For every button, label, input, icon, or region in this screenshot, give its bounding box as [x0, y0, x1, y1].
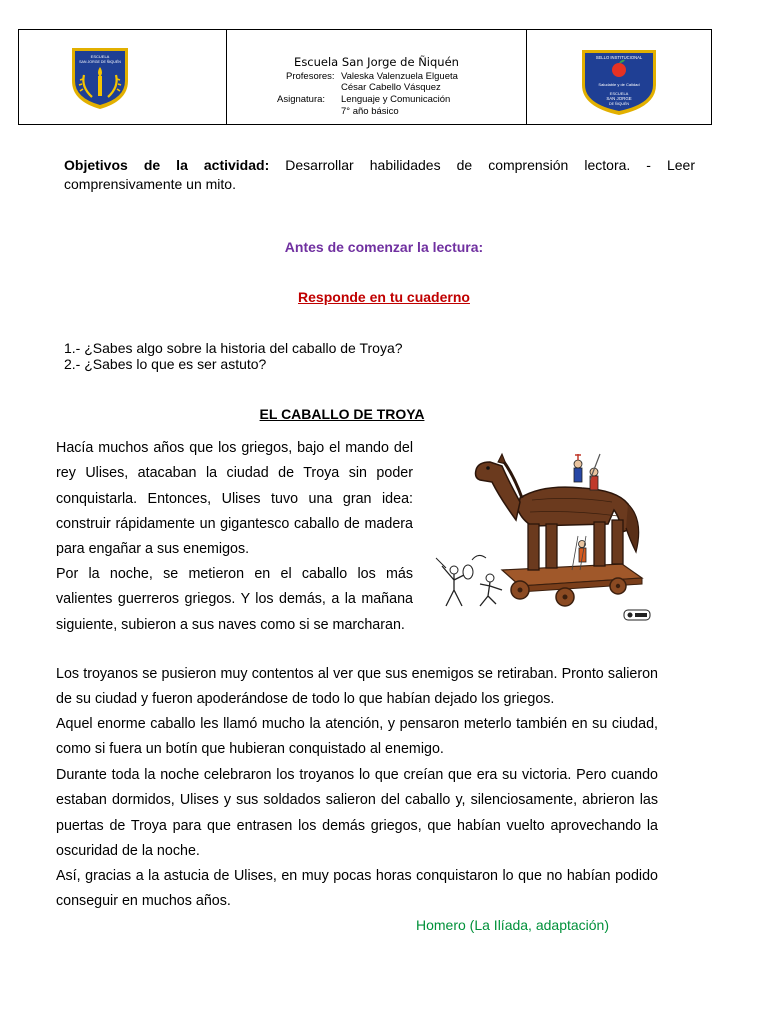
instruction-heading: Responde en tu cuaderno	[298, 289, 470, 305]
svg-text:ESCUELA: ESCUELA	[90, 54, 110, 59]
story-paragraph-5: Durante toda la noche celebraron los troyanos lo que creían que era su victoria. Pero cuando estaban dormidos, Ulises y sus soldados salieron del caballo y, silenciosamente, abrieron las puertas de Troya para que entrasen los demás griegos, que habían vuelto aprovechando la oscuridad de la noche.	[56, 767, 658, 859]
story-paragraph-4: Aquel enorme caballo les llamó mucho la atención, y pensaron meterlo también en su ciudad, como si fuera un botín que hubieran conquistado al enemigo.	[56, 716, 658, 758]
story-paragraph-2: Por la noche, se metieron en el caballo los más valientes guerreros griegos. Y los demás, a la mañana siguiente, subieron a sus naves como si se marcharan.	[56, 566, 413, 633]
subject-label: Asignatura:	[277, 94, 326, 105]
question-2: 2.- ¿Sabes lo que es ser astuto?	[64, 356, 267, 372]
story-paragraph-6: Así, gracias a la astucia de Ulises, en muy pocas horas conquistaron lo que no habían podido conseguir en muchos años.	[56, 868, 658, 910]
story-paragraph-3: Los troyanos se pusieron muy contentos al ver que sus enemigos se retiraban. Pronto salieron de su ciudad y fueron apoderándose de todo lo que habían dejado los griegos.	[56, 666, 658, 708]
institutional-seal-logo	[579, 47, 659, 117]
teacher-1: Valeska Valenzuela Elgueta	[341, 71, 458, 82]
question-1: 1.- ¿Sabes algo sobre la historia del caballo de Troya?	[64, 340, 403, 356]
header-middle-cell	[227, 30, 527, 124]
objectives-label: Objetivos de la actividad:	[64, 157, 270, 173]
school-crest-logo	[69, 45, 131, 111]
teachers-label: Profesores:	[286, 71, 335, 82]
story-paragraph-1: Hacía muchos años que los griegos, bajo el mando del rey Ulises, atacaban la ciudad de Troya sin poder conquistarla. Entonces, Ulises tuvo una gran idea: construir rápidamente un gigantesco caballo de madera para engañar a sus enemigos.	[56, 440, 413, 558]
activity-objectives	[64, 156, 695, 194]
trojan-horse-illustration	[432, 440, 654, 622]
svg-text:SELLO INSTITUCIONAL: SELLO INSTITUCIONAL	[595, 55, 643, 60]
grade-level: 7° año básico	[341, 106, 399, 117]
objectives-text: Desarrollar habilidades de comprensión lectora. - Leer comprensivamente un mito.	[64, 157, 696, 192]
story-title: EL CABALLO DE TROYA	[259, 406, 425, 422]
header-table	[18, 29, 712, 125]
teacher-2: César Cabello Vásquez	[341, 82, 441, 93]
header-left-cell	[19, 30, 227, 124]
svg-text:DE ÑIQUÉN: DE ÑIQUÉN	[609, 102, 629, 106]
header-right-cell	[527, 30, 711, 124]
svg-text:Saludable y de Calidad: Saludable y de Calidad	[598, 82, 640, 87]
subject-name: Lenguaje y Comunicación	[341, 94, 451, 105]
svg-text:SAN JORGE DE ÑIQUÉN: SAN JORGE DE ÑIQUÉN	[79, 60, 121, 64]
school-name: Escuela San Jorge de Ñiquén	[294, 55, 459, 69]
author-attribution: Homero (La Ilíada, adaptación)	[416, 917, 609, 933]
before-reading-heading: Antes de comenzar la lectura:	[284, 239, 484, 255]
svg-text:SAN JORGE: SAN JORGE	[606, 96, 632, 101]
svg-text:ESCUELA: ESCUELA	[609, 91, 629, 96]
